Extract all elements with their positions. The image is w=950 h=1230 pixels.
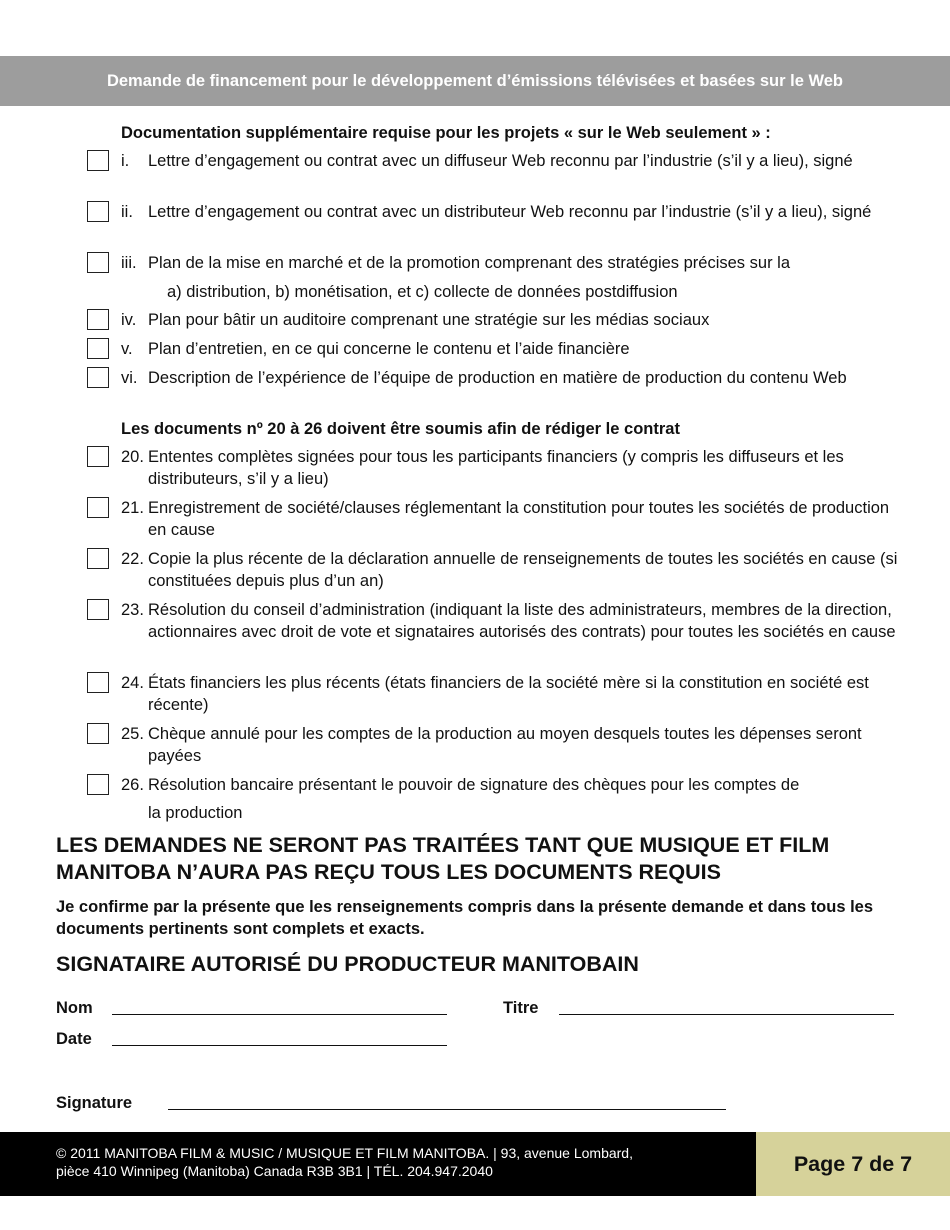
item-number: v.: [121, 340, 133, 358]
item-number: iv.: [121, 311, 137, 329]
name-label: Nom: [56, 999, 93, 1017]
confirmation-statement: Je confirme par la présente que les renseignements compris dans la présente demande et dans tous les documents pertinents sont complets et exacts.: [56, 898, 874, 938]
item-number: iii.: [121, 254, 137, 272]
checkbox[interactable]: [87, 446, 109, 467]
contract-section-heading: Les documents nº 20 à 26 doivent être soumis afin de rédiger le contrat: [121, 420, 680, 438]
checkbox[interactable]: [87, 548, 109, 569]
page-number-box: [756, 1132, 950, 1196]
title-field[interactable]: [559, 1014, 894, 1015]
item-number: 26.: [121, 776, 144, 794]
name-field[interactable]: [112, 1014, 447, 1015]
checkbox[interactable]: [87, 338, 109, 359]
item-number: 25.: [121, 725, 144, 743]
checkbox[interactable]: [87, 599, 109, 620]
item-text: Copie la plus récente de la déclaration annuelle de renseignements de toutes les sociétés en cause (si constituées depuis plus d’un an): [148, 550, 898, 590]
item-number: 22.: [121, 550, 144, 568]
item-number: vi.: [121, 369, 138, 387]
checkbox[interactable]: [87, 672, 109, 693]
item-text: Enregistrement de société/clauses réglementant la constitution pour toutes les sociétés de production en cause: [148, 499, 890, 539]
item-subtext: a) distribution, b) monétisation, et c) collecte de données postdiffusion: [167, 283, 678, 301]
signature-field[interactable]: [168, 1109, 726, 1110]
checkbox[interactable]: [87, 201, 109, 222]
item-text: Plan pour bâtir un auditoire comprenant une stratégie sur les médias sociaux: [148, 311, 710, 329]
checkbox[interactable]: [87, 723, 109, 744]
item-number: 23.: [121, 601, 144, 619]
item-text: Lettre d’engagement ou contrat avec un diffuseur Web reconnu par l’industrie (s’il y a lieu), signé: [148, 152, 853, 170]
item-text: Ententes complètes signées pour tous les participants financiers (y compris les diffuseurs et les distributeurs, s’il y a lieu): [148, 448, 844, 488]
page-number: Page 7 de 7: [793, 1151, 913, 1176]
checkbox[interactable]: [87, 309, 109, 330]
item-number: 24.: [121, 674, 144, 692]
document-title: Demande de financement pour le développement d’émissions télévisées et basées sur le Web: [106, 71, 844, 90]
item-number: i.: [121, 152, 130, 170]
date-label: Date: [56, 1030, 92, 1048]
signatory-heading: SIGNATAIRE AUTORISÉ DU PRODUCTEUR MANITOBAIN: [56, 952, 639, 976]
item-number: 20.: [121, 448, 144, 466]
web-section-heading: Documentation supplémentaire requise pour les projets « sur le Web seulement » :: [121, 124, 771, 142]
item-text: Plan d’entretien, en ce qui concerne le contenu et l’aide financière: [148, 340, 630, 358]
footer-copyright: [0, 1132, 756, 1196]
footer-line-2: pièce 410 Winnipeg (Manitoba) Canada R3B 3B1 | TÉL. 204.947.2040: [56, 1163, 493, 1179]
item-number: 21.: [121, 499, 144, 517]
item-text: Plan de la mise en marché et de la promotion comprenant des stratégies précises sur la: [148, 254, 790, 272]
signature-label: Signature: [56, 1094, 133, 1112]
title-label: Titre: [503, 999, 539, 1017]
footer-line-1: © 2011 MANITOBA FILM & MUSIC / MUSIQUE ET FILM MANITOBA. | 93, avenue Lombard,: [56, 1145, 633, 1161]
item-text: Résolution du conseil d’administration (indiquant la liste des administrateurs, membres de la direction, actionnaires avec droit de vote et signataires autorisés des contrats) pour toutes les sociétés en cause: [148, 601, 896, 641]
item-text: Chèque annulé pour les comptes de la production au moyen desquels toutes les dépenses seront payées: [148, 725, 862, 765]
item-subtext: la production: [148, 804, 243, 822]
checkbox[interactable]: [87, 150, 109, 171]
checkbox[interactable]: [87, 774, 109, 795]
item-text: États financiers les plus récents (états financiers de la société mère si la constitution en société est récente): [148, 674, 869, 714]
checkbox[interactable]: [87, 252, 109, 273]
item-text: Résolution bancaire présentant le pouvoir de signature des chèques pour les comptes de: [148, 776, 800, 794]
checkbox[interactable]: [87, 367, 109, 388]
item-text: Lettre d’engagement ou contrat avec un distributeur Web reconnu par l’industrie (s’il y a lieu), signé: [148, 203, 872, 221]
checkbox[interactable]: [87, 497, 109, 518]
item-text: Description de l’expérience de l’équipe de production en matière de production du contenu Web: [148, 369, 847, 387]
warning-notice: LES DEMANDES NE SERONT PAS TRAITÉES TANT QUE MUSIQUE ET FILM MANITOBA N’AURA PAS REÇU TOUS LES DOCUMENTS REQUIS: [56, 833, 830, 884]
item-number: ii.: [121, 203, 133, 221]
document-header: [0, 56, 950, 106]
date-field[interactable]: [112, 1045, 447, 1046]
